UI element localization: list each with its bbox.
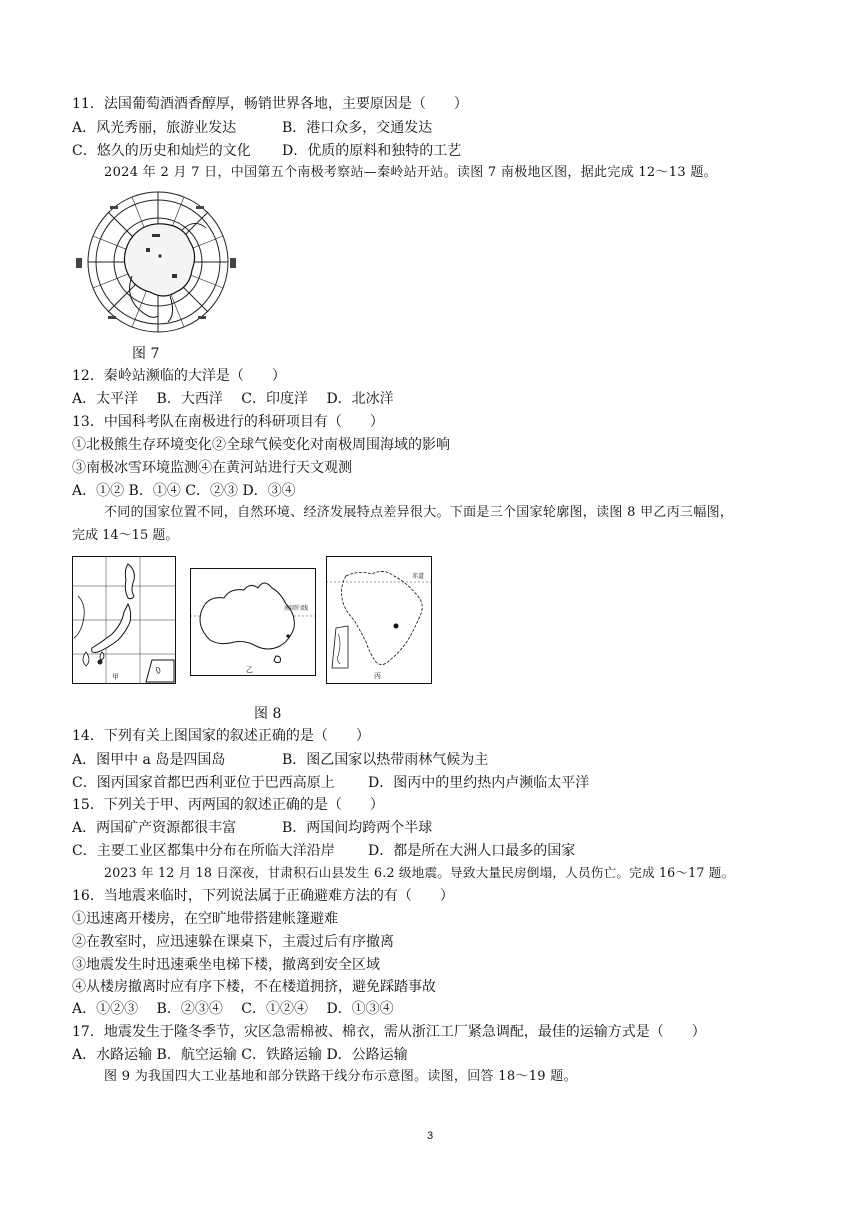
q12-stem: 12．秦岭站濒临的大洋是（ ） (72, 368, 286, 384)
figure-8-label: 图 8 (254, 706, 282, 722)
q11-stem: 11．法国葡萄酒酒香醇厚，畅销世界各地，主要原因是（ ） (72, 96, 468, 112)
map-jia-label: 甲 (112, 673, 119, 681)
intro-16-17: 2023 年 12 月 18 日深夜，甘肃积石山县发生 6.2 级地震。导致大量民房倒塌，人员伤亡。完成 16～17 题。 (104, 865, 735, 880)
intro-18-19: 图 9 为我国四大工业基地和部分铁路干线分布示意图。读图，回答 18～19 题。 (104, 1069, 577, 1084)
map-yi-australia (190, 568, 316, 676)
q15-options-row1 (72, 818, 433, 838)
map-yi-tropic-label: 南回归线 (284, 605, 309, 612)
intro-14-15-line1: 不同的国家位置不同，自然环境、经济发展特点差异很大。下面是三个国家轮廓图，读图 8 甲乙丙三幅图， (104, 505, 734, 520)
q13-stem: 13．中国科考队在南极进行的科研项目有（ ） (72, 414, 384, 430)
q15-option-d: D．都是所在大洲人口最多的国家 (368, 843, 576, 859)
q14-stem: 14．下列有关上图国家的叙述正确的是（ ） (72, 728, 370, 744)
q11-option-d: D．优质的原料和独特的工艺 (282, 143, 462, 159)
q17-stem: 17．地震发生于隆冬季节，灾区急需棉被、棉衣，需从浙江工厂紧急调配，最佳的运输方式是（ ） (72, 1024, 706, 1040)
q11-option-a: A．风光秀丽，旅游业发达 (72, 120, 237, 136)
q16-options: A．①②③ B．②③④ C．①②④ D．①③④ (72, 1001, 394, 1017)
q14-option-b: B．图乙国家以热带雨林气候为主 (282, 752, 489, 768)
q12-options: A．太平洋 B．大西洋 C．印度洋 D．北冰洋 (72, 391, 394, 407)
figure-7-label: 图 7 (132, 346, 160, 362)
page-number: 3 (426, 1130, 434, 1142)
q13-item-2: ③南极冰雪环境监测④在黄河站进行天文观测 (72, 460, 352, 476)
q11-option-c: C．悠久的历史和灿烂的文化 (72, 143, 251, 159)
map-bing-brazil (326, 556, 432, 684)
q16-item-1: ①迅速离开楼房，在空旷地带搭建帐篷避难 (72, 911, 338, 927)
q15-options-row2 (72, 841, 576, 861)
q11-options-row2 (72, 141, 462, 161)
q15-stem: 15．下列关于甲、丙两国的叙述正确的是（ ） (72, 797, 384, 813)
q15-option-a: A．两国矿产资源都很丰富 (72, 820, 237, 836)
intro-12-13: 2024 年 2 月 7 日，中国第五个南极考察站—秦岭站开站。读图 7 南极地区图，据此完成 12～13 题。 (104, 165, 717, 180)
q13-options: A．①② B．①④ C．②③ D．③④ (72, 483, 296, 499)
map-jia-japan (72, 556, 176, 684)
q15-option-b: B．两国间均跨两个半球 (282, 820, 433, 836)
map-yi-label: 乙 (246, 666, 253, 674)
q15-option-c: C．主要工业区都集中分布在所临大洋沿岸 (72, 843, 335, 859)
q11-option-b: B．港口众多，交通发达 (282, 120, 433, 136)
q14-options-row2 (72, 773, 590, 793)
map-bing-equator-label: 赤道 (412, 573, 425, 580)
q16-item-2: ②在教室时，应迅速躲在课桌下，主震过后有序撤离 (72, 934, 394, 950)
q14-option-a: A．图甲中 a 岛是四国岛 (72, 752, 226, 768)
intro-14-15-line2: 完成 14～15 题。 (72, 528, 179, 543)
antarctica-map-figure (72, 188, 242, 336)
q13-item-1: ①北极熊生存环境变化②全球气候变化对南极周围海域的影响 (72, 437, 450, 453)
q17-options: A．水路运输 B．航空运输 C．铁路运输 D．公路运输 (72, 1047, 408, 1063)
q16-item-4: ④从楼房撤离时应有序下楼，不在楼道拥挤，避免踩踏事故 (72, 979, 436, 995)
q16-stem: 16．当地震来临时，下列说法属于正确避难方法的有（ ） (72, 888, 454, 904)
q16-item-3: ③地震发生时迅速乘坐电梯下楼，撤离到安全区域 (72, 957, 380, 973)
q14-option-d: D．图丙中的里约热内卢濒临太平洋 (368, 775, 590, 791)
q14-option-c: C．图丙国家首都巴西利亚位于巴西高原上 (72, 775, 335, 791)
map-bing-label: 丙 (374, 672, 381, 680)
q14-options-row1 (72, 750, 489, 770)
q11-options-row1 (72, 118, 433, 138)
